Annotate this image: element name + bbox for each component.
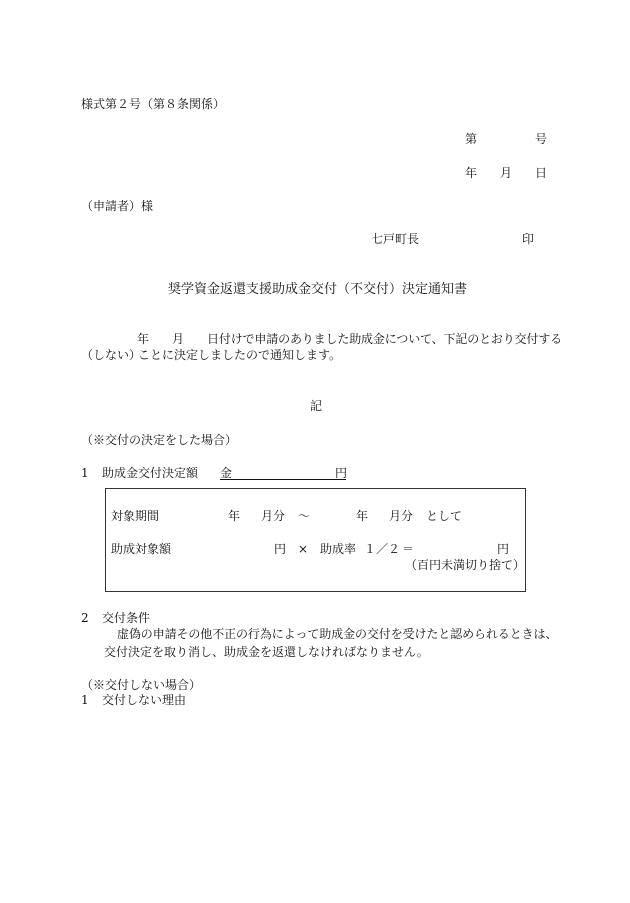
period-start-month: 月分: [261, 509, 286, 523]
date-month: 月: [500, 166, 513, 180]
form-number: 様式第２号（第８条関係）: [81, 97, 226, 111]
rounding-note: （百円未満切り捨て）: [405, 558, 526, 572]
period-label: 対象期間: [111, 509, 160, 523]
target-amount-yen: 円: [274, 542, 287, 556]
ki-heading: 記: [310, 399, 323, 413]
intro-year: 年: [137, 332, 150, 346]
rate-value: １／２: [364, 542, 401, 556]
intro-paren-shinai: （しない）: [81, 348, 142, 362]
conditions-line-2: 交付決定を取り消し、助成金を返還しなければなりません。: [104, 645, 429, 659]
times-sign: ×: [298, 542, 309, 556]
applicant-name: （申請者）様: [81, 199, 154, 213]
document-number-suffix: 号: [535, 132, 548, 146]
calculation-box: [105, 488, 526, 592]
period-end-month: 月分: [389, 509, 414, 523]
item-1-number: 1: [81, 466, 89, 480]
non-grant-reason-label: 交付しない理由: [102, 693, 187, 707]
non-grant-item-1-number: 1: [81, 693, 89, 707]
item-2-number: 2: [81, 611, 89, 625]
period-end-year: 年: [356, 509, 369, 523]
conditions-label: 交付条件: [102, 611, 151, 625]
date-year: 年: [465, 166, 478, 180]
period-start-year: 年: [228, 509, 241, 523]
seal-mark: 印: [522, 232, 535, 246]
period-toshite: として: [426, 509, 463, 523]
kin-label: 金: [220, 466, 233, 480]
issuer-name: 七戸町長: [371, 232, 420, 246]
intro-month: 月: [172, 332, 185, 346]
yen-label: 円: [335, 466, 348, 480]
intro-line-2: ことに決定しましたので通知します。: [138, 348, 342, 362]
grant-amount-label: 助成金交付決定額: [102, 466, 199, 480]
target-amount-label: 助成対象額: [111, 542, 172, 556]
document-title: 奨学資金返還支援助成金交付（不交付）決定通知書: [168, 282, 468, 297]
non-grant-case-heading: （※交付しない場合）: [81, 678, 202, 692]
result-yen: 円: [497, 542, 510, 556]
document-number-prefix: 第: [465, 132, 478, 146]
equals-sign: ＝: [402, 542, 415, 556]
grant-amount-field: [220, 466, 346, 480]
intro-line-1: 日付けで申請のありました助成金について、下記のとおり交付する: [207, 332, 563, 346]
rate-label: 助成率: [320, 542, 357, 556]
date-day: 日: [535, 166, 548, 180]
conditions-line-1: 虚偽の申請その他不正の行為によって助成金の交付を受けたと認められるときは、: [117, 627, 558, 641]
grant-case-heading: （※交付の決定をした場合）: [81, 433, 238, 447]
period-tilde: ～: [298, 509, 311, 523]
